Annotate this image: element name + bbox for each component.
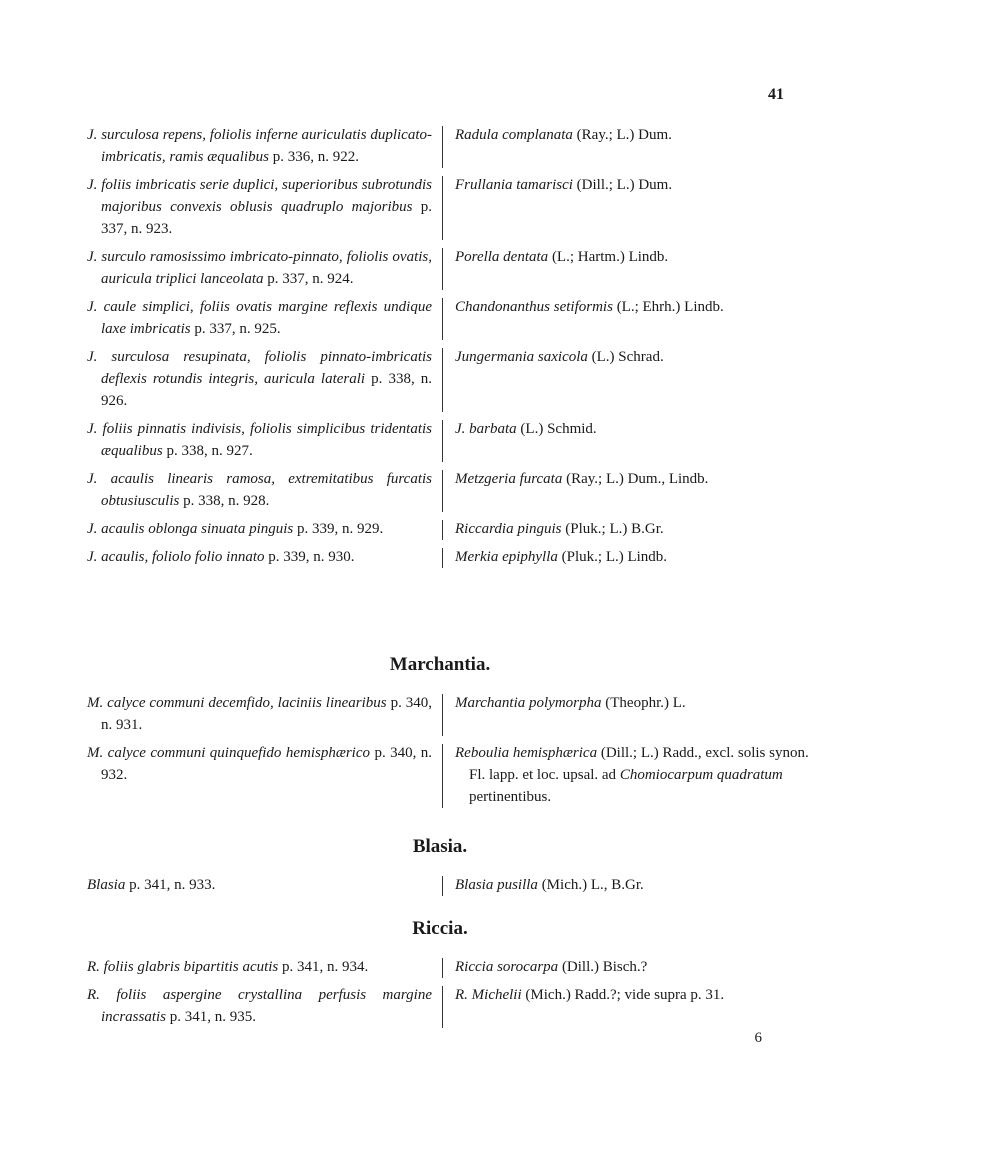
modern-name-entry [455,518,817,540]
synonym-row [87,742,817,808]
linnaean-reference: p. 338, n. 926. [101,371,433,409]
modern-authority: (Dill.; L.) Radd., excl. solis synon. Fl. lapp. et loc. upsal. ad [469,745,809,783]
modern-authority: (Mich.) L., B.Gr. [541,877,644,893]
section-heading-riccia: Riccia. [412,918,468,939]
linnaean-entry [87,246,432,290]
modern-name-entry [455,742,817,808]
linnaean-entry [87,742,432,808]
jungermannia-section [87,124,817,574]
linnaean-phrase: J. acaulis oblonga sinuata pinguis [87,521,294,537]
synonym-row [87,124,817,168]
synonym-row [87,246,817,290]
modern-name-entry [455,296,817,340]
linnaean-entry [87,346,432,412]
modern-name-entry [455,546,817,568]
linnaean-reference: p. 341, n. 933. [129,877,216,893]
linnaean-entry [87,468,432,512]
blasia-section [87,874,817,902]
modern-authority: (Ray.; L.) Dum., Lindb. [566,471,709,487]
linnaean-entry [87,546,432,568]
modern-name-entry [455,174,817,240]
linnaean-phrase: J. surculosa resupinata, foliolis pinnato-imbricatis deflexis rotundis integris, auricula laterali [87,349,432,387]
modern-authority: (Mich.) Radd.?; vide supra p. 31. [525,987,725,1003]
linnaean-reference: p. 338, n. 928. [183,493,270,509]
synonym-row [87,346,817,412]
modern-name-entry [455,956,817,978]
modern-name: R. Michelii [455,987,522,1003]
modern-authority: (L.) Schrad. [591,349,664,365]
modern-name-entry [455,692,817,736]
linnaean-phrase: J. acaulis, foliolo folio innato [87,549,265,565]
linnaean-entry [87,984,432,1028]
linnaean-entry [87,518,432,540]
modern-name: Reboulia hemisphærica [455,745,598,761]
linnaean-reference: p. 341, n. 935. [169,1009,257,1025]
modern-authority: (L.; Hartm.) Lindb. [551,249,669,265]
modern-name: Radula complanata [455,127,573,143]
modern-name-entry [455,346,817,412]
modern-authority: (Theophr.) L. [605,695,686,711]
synonym-row [87,874,817,896]
linnaean-reference: p. 337, n. 925. [194,321,281,337]
linnaean-entry [87,956,432,978]
linnaean-phrase: J. surculosa repens, foliolis inferne auriculatis duplicato-imbricatis, ramis æqualibus [87,127,432,165]
column-divider [442,298,443,340]
linnaean-phrase: R. foliis glabris bipartitis acutis [87,959,279,975]
linnaean-reference: p. 337, n. 923. [101,199,432,237]
modern-name: Riccardia pinguis [455,521,562,537]
linnaean-phrase: J. caule simplici, foliis ovatis margine reflexis undique laxe imbricatis [87,299,432,337]
synonym-row [87,984,817,1028]
linnaean-reference: p. 336, n. 922. [272,149,359,165]
modern-name: Jungermania saxicola [455,349,588,365]
synonym-row [87,518,817,540]
modern-name: Chandonanthus setiformis [455,299,613,315]
linnaean-phrase: Blasia [87,877,126,893]
column-divider [442,744,443,808]
linnaean-phrase: J. acaulis linearis ramosa, extremitatibus furcatis obtusiusculis [87,471,432,509]
modern-name: Merkia epiphylla [455,549,558,565]
modern-authority: (Ray.; L.) Dum. [576,127,672,143]
column-divider [442,420,443,462]
linnaean-reference: p. 340, n. 932. [101,745,433,783]
section-heading-marchantia: Marchantia. [389,654,491,675]
signature-mark: 6 [754,1030,762,1046]
modern-name: Porella dentata [455,249,549,265]
modern-name-entry [455,468,817,512]
modern-name-entry [455,984,817,1028]
riccia-section [87,956,817,1034]
linnaean-phrase: J. foliis imbricatis serie duplici, superioribus subrotundis majoribus convexis oblusis quadruplo majoribus [87,177,432,215]
column-divider [442,126,443,168]
linnaean-reference: p. 339, n. 930. [268,549,355,565]
modern-authority: (Dill.) Bisch.? [561,959,648,975]
synonym-row [87,546,817,568]
modern-name-entry [455,874,817,896]
linnaean-entry [87,418,432,462]
modern-name-extra: Chomiocarpum quadratum [619,767,783,783]
modern-name: J. barbata [455,421,517,437]
linnaean-reference: p. 338, n. 927. [166,443,253,459]
column-divider [442,694,443,736]
modern-authority: (L.) Schmid. [520,421,597,437]
modern-name: Blasia pusilla [455,877,538,893]
modern-name-entry [455,246,817,290]
modern-authority: (Pluk.; L.) B.Gr. [565,521,664,537]
column-divider [442,520,443,540]
column-divider [442,958,443,978]
section-heading-blasia: Blasia. [412,836,468,857]
linnaean-phrase: R. foliis aspergine crystallina perfusis margine incrassatis [87,987,432,1025]
modern-authority: (Dill.; L.) Dum. [576,177,673,193]
synonym-row [87,468,817,512]
modern-name-entry [455,124,817,168]
linnaean-reference: p. 341, n. 934. [282,959,369,975]
modern-name: Riccia sorocarpa [455,959,559,975]
linnaean-phrase: J. surculo ramosissimo imbricato-pinnato, foliolis ovatis, auricula triplici lanceolata [87,249,432,287]
column-divider [442,876,443,896]
linnaean-phrase: J. foliis pinnatis indivisis, foliolis simplicibus tridentatis æqualibus [87,421,432,459]
modern-name: Metzgeria furcata [455,471,563,487]
synonym-row [87,174,817,240]
column-divider [442,470,443,512]
modern-authority-extra: pertinentibus. [469,789,552,805]
synonym-row [87,296,817,340]
column-divider [442,176,443,240]
page-number: 41 [768,86,784,103]
linnaean-entry [87,692,432,736]
modern-authority: (L.; Ehrh.) Lindb. [616,299,724,315]
modern-name-entry [455,418,817,462]
synonym-row [87,956,817,978]
linnaean-reference: p. 339, n. 929. [297,521,384,537]
column-divider [442,348,443,412]
linnaean-phrase: M. calyce communi quinquefido hemisphærico [87,745,371,761]
column-divider [442,986,443,1028]
linnaean-phrase: M. calyce communi decemfido, laciniis linearibus [87,695,387,711]
linnaean-reference: p. 337, n. 924. [267,271,354,287]
linnaean-entry [87,174,432,240]
column-divider [442,548,443,568]
modern-name: Marchantia polymorpha [455,695,602,711]
marchantia-section [87,692,817,814]
linnaean-entry [87,874,432,896]
linnaean-reference: p. 340, n. 931. [101,695,432,733]
modern-name: Frullania tamarisci [455,177,573,193]
synonym-row [87,418,817,462]
modern-authority: (Pluk.; L.) Lindb. [561,549,668,565]
synonym-row [87,692,817,736]
linnaean-entry [87,124,432,168]
column-divider [442,248,443,290]
linnaean-entry [87,296,432,340]
